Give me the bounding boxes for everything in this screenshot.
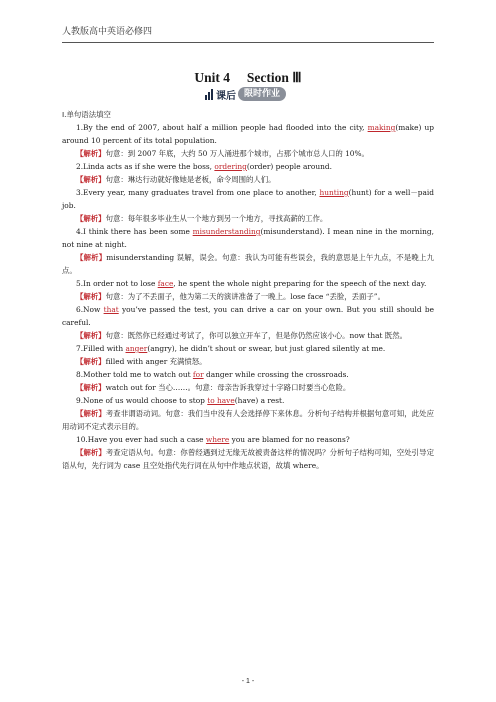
question-item bbox=[62, 394, 434, 407]
section-heading: Ⅰ.单句语法填空 bbox=[62, 110, 111, 119]
question-text: 1.By the end of 2007, about half a million people had flooded into the city, bbox=[76, 123, 368, 132]
question-item bbox=[62, 303, 434, 329]
exercise-content bbox=[62, 108, 434, 472]
explanation-text: misunderstanding 误解，误会。句意：我认为可能有些误会，我的意思是上午九点，不是晚上九点。 bbox=[62, 253, 434, 275]
question-text: (make) up around 10 percent of its total population. bbox=[62, 123, 434, 145]
explanation-text: filled with anger 充满愤怒。 bbox=[105, 357, 207, 366]
answer-blank: that bbox=[103, 305, 119, 314]
question-text: (angry), he didn’t shout or swear, but just glared silently at me. bbox=[147, 344, 386, 353]
explanation-label: 【解析】 bbox=[76, 357, 106, 366]
banner-label: 课后 bbox=[216, 90, 236, 102]
explanation-label: 【解析】 bbox=[76, 409, 106, 418]
answer-blank: to have bbox=[207, 396, 235, 405]
explanation-label: 【解析】 bbox=[76, 383, 106, 392]
homework-banner bbox=[205, 86, 286, 102]
explanation-label: 【解析】 bbox=[76, 253, 107, 262]
explanation-text: 句意：琳达行动就好像她是老板，命令周围的人们。 bbox=[105, 175, 276, 184]
explanation-item bbox=[62, 407, 434, 433]
question-text: danger while crossing the crossroads. bbox=[203, 370, 349, 379]
question-item bbox=[62, 277, 434, 290]
explanation-item bbox=[62, 381, 434, 394]
question-text: 8.Mother told me to watch out bbox=[76, 370, 193, 379]
answer-blank: hunting bbox=[319, 188, 349, 197]
answer-blank: for bbox=[192, 370, 204, 379]
bar-chart-icon bbox=[205, 89, 213, 100]
question-text: 9.None of us would choose to stop bbox=[76, 396, 208, 405]
question-item bbox=[62, 342, 434, 355]
question-item bbox=[62, 368, 434, 381]
explanation-label: 【解析】 bbox=[76, 214, 106, 223]
question-text: 5.In order not to lose bbox=[76, 279, 158, 288]
question-item bbox=[62, 433, 434, 446]
question-text: (hunt) for a well－paid job. bbox=[62, 188, 434, 210]
question-item bbox=[62, 121, 434, 147]
question-text: 3.Every year, many graduates travel from one place to another, bbox=[76, 188, 320, 197]
question-text: , he spent the whole night preparing for the speech of the next day. bbox=[173, 279, 427, 288]
answer-blank: face bbox=[157, 279, 174, 288]
answer-blank: misunderstanding bbox=[192, 227, 261, 236]
page-title: Unit 4 Section Ⅲ bbox=[194, 70, 302, 85]
question-item bbox=[62, 186, 434, 212]
explanation-text: watch out for 当心……。句意：母亲告诉我穿过十字路口时要当心危险。 bbox=[105, 383, 351, 392]
answer-blank: anger bbox=[125, 344, 148, 353]
explanation-item bbox=[62, 147, 434, 160]
explanation-item bbox=[62, 446, 434, 472]
question-text: you’ve passed the test, you can drive a car on your own. But you still should be careful. bbox=[62, 305, 434, 327]
answer-blank: where bbox=[205, 435, 230, 444]
question-item bbox=[62, 160, 434, 173]
question-item bbox=[62, 225, 434, 251]
explanation-label: 【解析】 bbox=[76, 175, 106, 184]
explanation-text: 考查定语从句。句意：你曾经遇到过无缘无故被责备这样的情况吗？分析句子结构可知，空处引导定语从句，先行词为 case 且空处指代先行词在从句中作地点状语，故填 where。 bbox=[62, 448, 434, 470]
explanation-text: 句意：到 2007 年底，大约 50 万人涌进那个城市，占那个城市总人口的 10%。 bbox=[105, 149, 369, 158]
explanation-item bbox=[62, 212, 434, 225]
explanation-text: 句意：每年很多毕业生从一个地方到另一个地方，寻找高薪的工作。 bbox=[105, 214, 328, 223]
explanation-text: 考查非谓语动词。句意：我们当中没有人会选择停下来休息。分析句子结构并根据句意可知，此处应用动词不定式表示目的。 bbox=[62, 409, 434, 431]
explanation-label: 【解析】 bbox=[76, 331, 106, 340]
explanation-item bbox=[62, 290, 434, 303]
explanation-label: 【解析】 bbox=[76, 149, 106, 158]
question-text: 4.I think there has been some bbox=[76, 227, 193, 236]
explanation-text: 句意：为了不丢面子，他为第二天的演讲准备了一晚上。lose face “丢脸，丢面子”。 bbox=[105, 292, 385, 301]
question-text: you are blamed for no reasons? bbox=[229, 435, 350, 444]
explanation-item bbox=[62, 329, 434, 342]
question-text: (misunderstand). I mean nine in the morning, not nine at night. bbox=[62, 227, 434, 249]
question-text: (have) a rest. bbox=[234, 396, 285, 405]
question-text: 2.Linda acts as if she were the boss, bbox=[76, 162, 215, 171]
question-text: 7.Filled with bbox=[76, 344, 126, 353]
exercise-list bbox=[62, 121, 434, 472]
answer-blank: making bbox=[367, 123, 396, 132]
explanation-item bbox=[62, 251, 434, 277]
banner-badge: 限时作业 bbox=[238, 87, 286, 101]
explanation-label: 【解析】 bbox=[76, 292, 106, 301]
explanation-label: 【解析】 bbox=[76, 448, 106, 457]
explanation-item bbox=[62, 355, 434, 368]
question-text: 10.Have you ever had such a case bbox=[76, 435, 206, 444]
question-text: 6.Now bbox=[76, 305, 104, 314]
explanation-text: 句意：既然你已经通过考试了，你可以独立开车了，但是你仍然应该小心。now that 既然。 bbox=[105, 331, 407, 340]
explanation-item bbox=[62, 173, 434, 186]
page-number: - 1 - bbox=[241, 678, 255, 685]
question-text: (order) people around. bbox=[246, 162, 332, 171]
answer-blank: ordering bbox=[214, 162, 247, 171]
page-header: 人教版高中英语必修四 bbox=[62, 22, 434, 43]
